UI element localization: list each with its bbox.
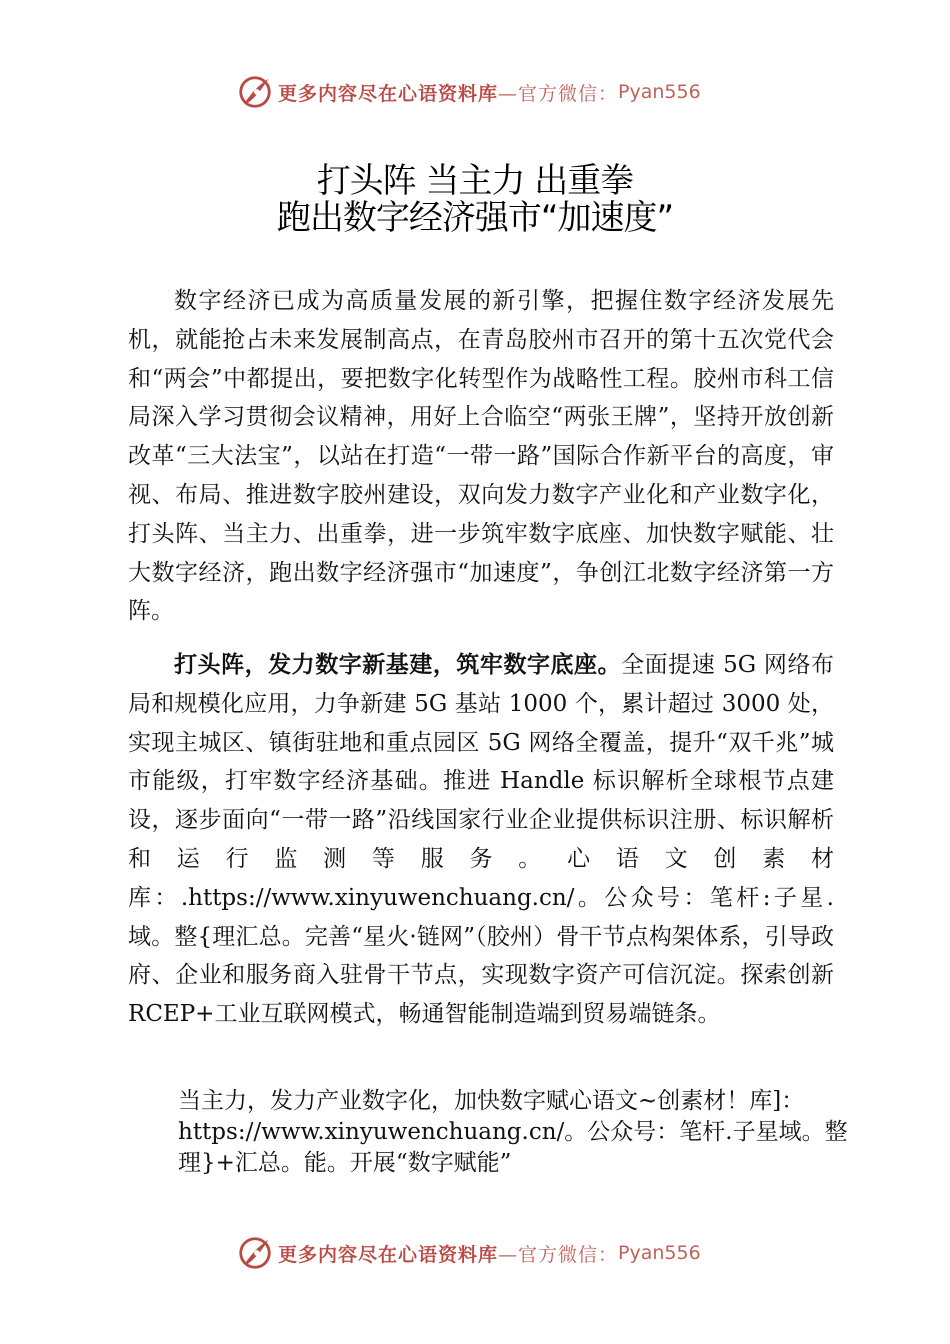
brush-logo-icon	[236, 73, 274, 111]
header-banner	[236, 72, 736, 112]
paragraph-industry: 当主力，发力产业数字化，加快数字赋心语文~创素材！库]：https://www.xinyuwenchuang.cn/。公众号：笔杆.子星域。整理}+汇总。能。开展“数字赋能”	[178, 1088, 848, 1176]
footer-banner	[236, 1233, 736, 1273]
wechat-id: Pyan556	[618, 1242, 701, 1264]
banner-text: 更多内容尽在心语资料库—官方微信：	[278, 82, 619, 105]
brush-logo-icon	[236, 1234, 274, 1272]
paragraph-body: 全面提速 5G 网络布局和规模化应用，力争新建 5G 基站 1000 个，累计超过 3000 处，实现主城区、镇街驻地和重点园区 5G 网络全覆盖，提升“双千兆”城市能级，打牢数字经济基础。推进 Handle 标识解析全球根节点建设，逐步面向“一带一路”沿线国家行业企业提供标识注册、标识解析和运行监测等服务。心语文创素材库：.https://www.xinyuwenchuang.cn/。公众号：笔杆:子星.域。整{理汇总。完善“星火·链网”（胶州）骨干节点构架体系，引导政府、企业和服务商入驻骨干节点，实现数字资产可信沉淀。探索创新 RCEP+工业互联网模式，畅通智能制造端到贸易端链条。	[128, 652, 834, 1028]
page-title-line2: 跑出数字经济强市“加速度”	[276, 198, 674, 238]
banner-text: 更多内容尽在心语资料库—官方微信：	[278, 1243, 619, 1266]
paragraph-intro: 数字经济已成为高质量发展的新引擎，把握住数字经济发展先机，就能抢占未来发展制高点，在青岛胶州市召开的第十五次党代会和“两会”中都提出，要把数字化转型作为战略性工程。胶州市科工信局深入学习贯彻会议精神，用好上合临空“两张王牌”，坚持开放创新改革“三大法宝”，以站在打造“一带一路”国际合作新平台的高度，审视、布局、推进数字胶州建设，双向发力数字产业化和产业数字化，打头阵、当主力、出重拳，进一步筑牢数字底座、加快数字赋能、壮大数字经济，跑出数字经济强市“加速度”，争创江北数字经济第一方阵。	[128, 288, 834, 625]
wechat-id: Pyan556	[618, 81, 701, 103]
paragraph-lead: 打头阵，发力数字新基建，筑牢数字底座。	[174, 652, 622, 678]
paragraph-infrastructure	[128, 646, 834, 1034]
page-title-line1: 打头阵 当主力 出重拳	[316, 161, 634, 201]
